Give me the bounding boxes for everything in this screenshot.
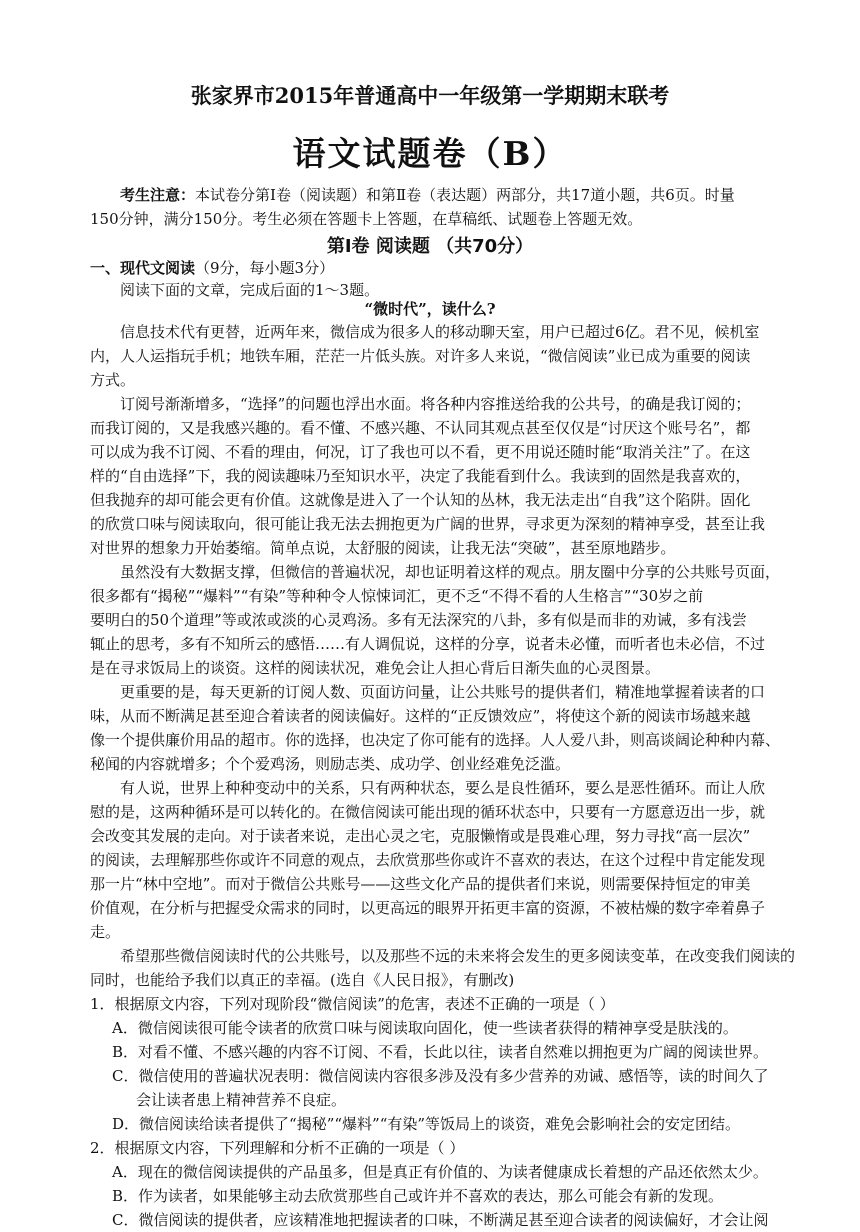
article-line: 价值观，在分析与把握受众需求的同时，以更高远的眼界开拓更丰富的资源，不被枯燥的数字牵着鼻子 (90, 899, 766, 917)
article-line: 慰的是，这两种循环是可以转化的。在微信阅读可能出现的循环状态中，只要有一方愿意迈出一步，就 (90, 803, 766, 821)
article-line: 的欣赏口味与阅读取向，很可能让我无法去拥抱更为广阔的世界，寻求更为深刻的精神享受，甚至让我 (90, 515, 766, 533)
article-line: 秘闻的内容就增多；个个爱鸡汤，则励志类、成功学、创业经难免泛滥。 (90, 755, 571, 773)
question-1-option-d: D．微信阅读给读者提供了“揭秘”“爆料”“有染”等饭局上的谈资，难免会影响社会的安定团结。 (112, 1115, 741, 1133)
article-line: 同时，也能给予我们以真正的幸福。(选自《人民日报》，有删改) (90, 971, 515, 989)
article-line: 内，人人运指玩手机；地铁车厢，茫茫一片低头族。对许多人来说，“微信阅读”业已成为重要的阅读 (90, 347, 751, 365)
part-note: （9分，每小题3分） (195, 259, 335, 277)
question-2-option-b: B．作为读者，如果能够主动去欣赏那些自己或许并不喜欢的表达，那么可能会有新的发现。 (112, 1187, 724, 1205)
article-line: 但我抛弃的却可能会更有价值。这就像是进入了一个认知的丛林，我无法走出“自我”这个陷阱。固化 (90, 491, 751, 509)
article-line: 信息技术代有更替，近两年来，微信成为很多人的移动聊天室，用户已超过6亿。君不见，候机室 (120, 323, 760, 341)
article-line: 样的“自由选择”下，我的阅读趣味乃至知识水平，决定了我能看到什么。我读到的固然是我喜欢的， (90, 467, 751, 485)
notice-line-1 (120, 183, 735, 207)
article-line: 走。 (90, 923, 121, 941)
article-line: 有人说，世界上种种变动中的关系，只有两种状态，要么是良性循环，要么是恶性循环。而让人欣 (120, 779, 766, 797)
article-line: 辄止的思考，多有不知所云的感悟……有人调侃说，这样的分享，说者未必懂，而听者也未必信，不过 (90, 635, 766, 653)
article-line: 而我订阅的，又是我感兴趣的。看不懂、不感兴趣、不认同其观点甚至仅仅是“讨厌这个账号名”，都 (90, 419, 751, 437)
question-1-option-c: C．微信使用的普遍状况表明：微信阅读内容很多涉及没有多少营养的劝诫、感悟等，读的时间久了 (112, 1067, 769, 1085)
question-2-option-a: A．现在的微信阅读提供的产品虽多，但是真正有价值的、为读者健康成长着想的产品还依然太少。 (112, 1163, 768, 1181)
section-title: 第Ⅰ卷 阅读题 （共70分） (326, 236, 534, 257)
question-2-option-c: C．微信阅读的提供者，应该精准地把握读者的口味，不断满足甚至迎合读者的阅读偏好，才会让阅 (112, 1211, 769, 1229)
notice-text-1: 本试卷分第Ⅰ卷（阅读题）和第Ⅱ卷（表达题）两部分，共17道小题，共6页。时量 (195, 186, 735, 204)
article-line: 的阅读，去理解那些你或许不同意的观点，去欣赏那些你或许不喜欢的表达，在这个过程中肯定能发现 (90, 851, 766, 869)
question-1-option-b: B．对看不懂、不感兴趣的内容不订阅、不看，长此以往，读者自然难以拥抱更为广阔的阅读世界。 (112, 1043, 769, 1061)
question-1-stem: 1．根据原文内容，下列对现阶段“微信阅读”的危害，表述不正确的一项是（ ） (90, 995, 615, 1013)
article-line: 订阅号渐渐增多，“选择”的问题也浮出水面。将各种内容推送给我的公共号，的确是我订阅的； (120, 395, 751, 413)
article-line: 虽然没有大数据支撑，但微信的普遍状况，却也证明着这样的观点。朋友圈中分享的公共账号页面， (120, 563, 781, 581)
question-1-option-c-cont: 会让读者患上精神营养不良症。 (136, 1091, 347, 1109)
article-line: 希望那些微信阅读时代的公共账号，以及那些不远的未来将会发生的更多阅读变革，在改变我们阅读的 (120, 947, 796, 965)
article-line: 是在寻求饭局上的谈资。这样的阅读状况，难免会让人担心背后日渐失血的心灵图景。 (90, 659, 661, 677)
paper-title: 语文试题卷（B） (292, 134, 568, 173)
article-title: “微时代”，读什么? (364, 300, 496, 318)
article-line: 很多都有“揭秘”“爆料”“有染”等种种令人惊悚词汇，更不乏“不得不看的人生格言”“30岁之前 (90, 587, 704, 605)
question-2-stem: 2．根据原文内容，下列理解和分析不正确的一项是（ ） (90, 1139, 465, 1157)
article-line: 会改变其发展的走向。对于读者来说，走出心灵之宅，克服懒惰或是畏难心理，努力寻找“高一层次” (90, 827, 751, 845)
instruction: 阅读下面的文章，完成后面的1～3题。 (120, 281, 380, 299)
part-label: 一、现代文阅读 (90, 259, 196, 277)
article-line: 味，从而不断满足甚至迎合着读者的阅读偏好。这样的“正反馈效应”，将使这个新的阅读市场越来越 (90, 707, 751, 725)
notice-line-2: 150分钟，满分150分。考生必须在答题卡上答题，在草稿纸、试题卷上答题无效。 (90, 210, 643, 228)
article-line: 那一片“林中空地”。而对于微信公共账号——这些文化产品的提供者们来说，则需要保持恒定的审美 (90, 875, 751, 893)
part-heading (90, 256, 334, 280)
article-line: 像一个提供廉价用品的超市。你的选择，也决定了你可能有的选择。人人爱八卦，则高谈阔论种种内幕、 (90, 731, 781, 749)
article-line: 更重要的是，每天更新的订阅人数、页面访问量，让公共账号的提供者们，精准地掌握着读者的口 (120, 683, 766, 701)
article-line: 可以成为我不订阅、不看的理由，何况，订了我也可以不看，更不用说还随时能“取消关注”了。在这 (90, 443, 751, 461)
question-1-option-a: A．微信阅读很可能令读者的欣赏口味与阅读取向固化，使一些读者获得的精神享受是肤浅的。 (112, 1019, 738, 1037)
article-line: 对世界的想象力开始萎缩。简单点说，太舒服的阅读，让我无法“突破”，甚至原地踏步。 (90, 539, 676, 557)
notice-label: 考生注意： (120, 186, 196, 204)
exam-title: 张家界市2015年普通高中一年级第一学期期末联考 (190, 83, 670, 108)
article-line: 要明白的50个道理”等或浓或淡的心灵鸡汤。多有无法深究的八卦，多有似是而非的劝诫，多有浅尝 (90, 611, 747, 629)
article-line: 方式。 (90, 371, 136, 389)
